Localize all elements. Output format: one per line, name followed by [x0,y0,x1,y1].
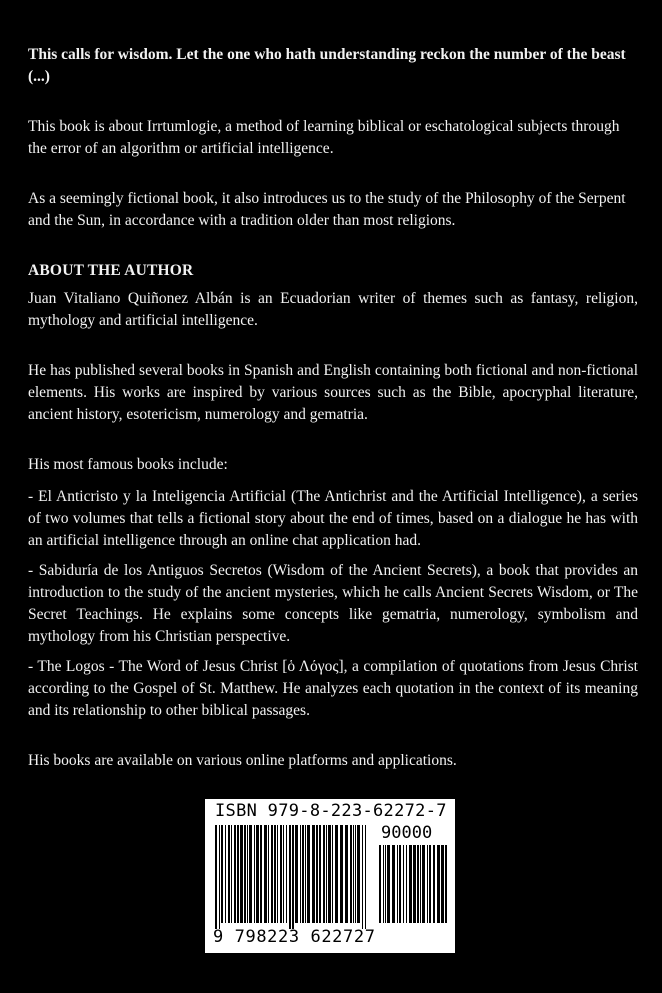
barcode-bar [365,825,366,929]
barcode-bar [219,825,220,929]
barcode-bar [379,845,381,923]
description-paragraph-2: As a seemingly fictional book, it also introduces us to the study of the Philosophy of the Serpent and the Sun, in accordance with a tradition older than most religions. [28,190,626,229]
barcode-bars-addon [379,845,447,929]
isbn-label: ISBN 979-8-223-62272-7 [215,801,447,821]
barcode-bar [302,825,304,923]
barcode-bar [427,845,428,923]
barcode-bar [300,825,301,923]
barcode-bar [274,825,276,923]
barcode-bar [289,825,291,929]
barcode-bar [429,845,431,923]
barcode-bar [264,825,267,923]
barcode-bar [231,825,232,923]
barcode-bar [234,825,236,923]
barcode-bar [307,825,310,923]
barcode-bar [328,825,331,923]
barcode-bar [350,825,352,923]
barcode-bar [268,825,269,923]
barcode-bar [228,825,230,923]
barcode-bar [295,825,298,923]
book-item-logos: - The Logos - The Word of Jesus Christ [ὁ Λόγος], a compilation of quotations from Jesus Christ according to the Gospel of St. Matthew. He analyzes each quotation in the context of its meaning and its relationship to other biblical passages. [28,658,638,719]
barcode-bar [397,845,398,923]
barcode-bar [406,845,407,923]
author-bio: Juan Vitaliano Quiñonez Albán is an Ecuadorian writer of themes such as fantasy, religion, mythology and artificial intelligence. [28,290,638,329]
barcode-bar [326,825,327,923]
barcode-bar [244,825,246,923]
barcode-bar [417,845,419,923]
barcode-bar [441,845,444,923]
isbn-barcode [205,799,455,953]
barcode-bar [280,825,282,923]
barcode-bar [247,825,248,923]
barcode-bar [353,825,354,923]
barcode-bar [403,845,404,923]
barcode-bar [277,825,278,923]
description-paragraph-1: This book is about Irrtumlogie, a method of learning biblical or eschatological subjects through the error of an algorithm or artificial intelligence. [28,118,620,157]
barcode-bar [256,825,259,923]
barcode-bar [319,825,321,923]
barcode-bar [225,825,226,923]
barcode-bar [433,845,435,923]
barcode-bar [420,845,421,923]
barcode-bar [271,825,273,923]
book-item-wisdom: - Sabiduría de los Antiguos Secretos (Wisdom of the Ancient Secrets), a book that provides an introduction to the study of the ancient mysteries, which he calls Ancient Secrets Wisdom, or The Secret Teachings. He explains some concepts like gematria, numerology, symbolism and mythology from his Christian perspective. [28,562,638,645]
barcode-bar [237,825,239,923]
barcode-bar [409,845,412,923]
barcode-bars-main [215,825,367,929]
barcode-bar [355,825,356,923]
barcode-bar [387,845,390,923]
barcode-bar [249,825,252,923]
barcode-bar [323,825,325,923]
price-code: 90000 [381,823,433,843]
barcode-bar [316,825,318,923]
barcode-bar [215,825,217,929]
barcode-bar [260,825,262,923]
barcode-bar [345,825,348,923]
barcode-bar [240,825,243,923]
barcode-bar [385,845,386,923]
barcode-bar [335,825,338,923]
famous-books-intro: His most famous books include: [28,456,228,473]
barcode-bar [283,825,284,923]
book-item-antichrist: - El Anticristo y la Inteligencia Artificial (The Antichrist and the Artificial Intelligence), a series of two volumes that tells a fictional story about the end of times, based on a dialogue he has with an artificial intelligence through an online chat application had. [28,488,638,549]
barcode-bar [286,825,287,923]
barcode-bar [292,825,294,929]
barcode-bar [340,825,343,923]
barcode-bar [312,825,315,923]
barcode-bar [254,825,255,923]
author-works: He has published several books in Spanish and English containing both fictional and non-fictional elements. His works are inspired by various sources such as the Bible, apocryphal literature, ancient history, esotericism, numerology and gematria. [28,362,638,423]
availability-note: His books are available on various online platforms and applications. [28,752,457,769]
barcode-bar [332,825,333,923]
barcode-bar [357,825,360,923]
barcode-bar [445,845,447,923]
barcode-bar [413,845,416,923]
barcode-bar [437,845,440,923]
intro-quote: This calls for wisdom. Let the one who hath understanding reckon the number of the beast (...) [28,46,626,85]
barcode-bar [305,825,306,923]
barcode-bar [422,845,425,923]
barcode-bar [392,845,395,923]
barcode-bar [383,845,384,923]
barcode-bar [362,825,363,929]
ean-digits: 9 798223 622727 [213,927,376,947]
barcode-bar [221,825,223,923]
barcode-bar [399,845,401,923]
back-cover-text [28,44,638,800]
about-author-heading: ABOUT THE AUTHOR [28,262,194,279]
